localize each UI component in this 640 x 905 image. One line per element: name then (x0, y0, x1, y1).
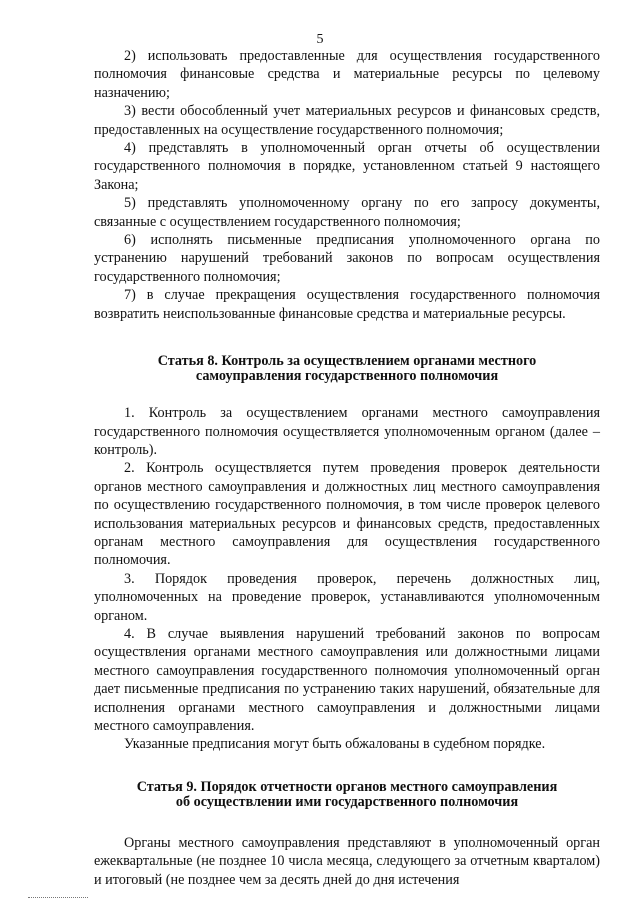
article-8-heading (94, 354, 600, 384)
article-9-paragraphs (94, 834, 600, 889)
paragraph: 2. Контроль осуществляется путем проведения проверок деятельности органов местного самоуправления и должностных лиц местного самоуправления по осуществлению государственного полномочия, в том числе проверок целевого использования материальных ресурсов и финансовых средств, предоставленных органам местного самоуправления для осуществления государственного полномочия. (94, 460, 600, 569)
article-9-heading (94, 780, 600, 810)
list-item: 7) в случае прекращения осуществления государственного полномочия возвратить неиспользованные финансовые средства и материальные ресурсы. (94, 287, 600, 322)
obligations-list (94, 47, 600, 323)
article-8-paragraphs (94, 404, 600, 754)
article-8-heading-line2: самоуправления государственного полномочия (195, 368, 499, 385)
article-9-section (94, 780, 600, 889)
paragraph: Указанные предписания могут быть обжалованы в судебном порядке. (124, 736, 546, 753)
paragraph: Органы местного самоуправления представляют в уполномоченный орган ежеквартальные (не позднее 10 числа месяца, следующего за отчетным кварталом) и итоговый (не позднее чем за десять дней до дня истечения (94, 834, 600, 888)
list-item: 2) использовать предоставленные для осуществления государственного полномочия финансовые средства и материальные ресурсы по целевому назначению; (94, 48, 600, 101)
paragraph: 4. В случае выявления нарушений требований законов по вопросам осуществления органами местного самоуправления или должностными лицами местного самоуправления государственного полномочия уполномоченный орган дает письменные предписания по устранению таких нарушений, обязательные для исполнения органами местного самоуправления и должностными лицами местного самоуправления. (94, 625, 600, 734)
paragraph: 1. Контроль за осуществлением органами местного самоуправления государственного полномочия осуществляется уполномоченным органом (далее – контроль). (94, 405, 600, 458)
article-9-heading-line2: об осуществлении ими государственного полномочия (175, 793, 519, 810)
article-9-heading-line1: Статья 9. Порядок отчетности органов местного самоуправления (136, 778, 558, 795)
list-item: 3) вести обособленный учет материальных ресурсов и финансовых средств, предоставленных на осуществление государственного полномочия; (94, 103, 600, 138)
list-item: 5) представлять уполномоченному органу по его запросу документы, связанные с осуществлением государственного полномочия; (94, 195, 600, 230)
list-item: 4) представлять в уполномоченный орган отчеты об осуществлении государственного полномочия в порядке, установленном статьей 9 настоящего Закона; (94, 140, 600, 193)
document-body (94, 47, 600, 889)
article-8-heading-line1: Статья 8. Контроль за осуществлением органами местного (157, 353, 537, 370)
paragraph: 3. Порядок проведения проверок, перечень должностных лиц, уполномоченных на проведение проверок, устанавливаются уполномоченным органом. (94, 570, 600, 624)
article-8-section (94, 354, 600, 754)
list-item: 6) исполнять письменные предписания уполномоченного органа по устранению нарушений требований законов по вопросам осуществления государственного полномочия; (94, 232, 600, 285)
page-number: 5 (316, 32, 324, 47)
scan-edge-mark (28, 897, 88, 901)
